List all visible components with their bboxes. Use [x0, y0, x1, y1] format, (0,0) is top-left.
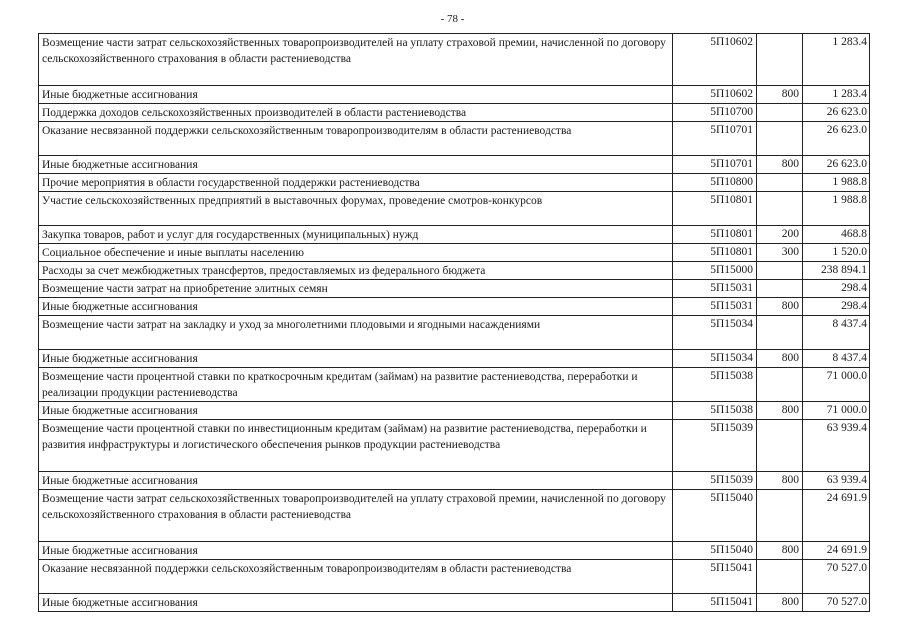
row-target-code: 5П15034 [673, 350, 757, 368]
row-target-code: 5П10801 [673, 226, 757, 244]
row-expense-type [757, 122, 803, 156]
row-target-code: 5П15039 [673, 420, 757, 472]
row-amount: 71 000.0 [803, 368, 870, 402]
row-description: Участие сельскохозяйственных предприятий в выставочных форумах, проведение смотров-конкурсов [39, 192, 673, 226]
row-expense-type: 800 [757, 594, 803, 612]
row-target-code: 5П10602 [673, 34, 757, 86]
row-expense-type [757, 192, 803, 226]
row-description: Прочие мероприятия в области государственной поддержки растениеводства [39, 174, 673, 192]
row-expense-type [757, 104, 803, 122]
row-amount: 298.4 [803, 298, 870, 316]
row-expense-type: 800 [757, 350, 803, 368]
budget-table [38, 33, 870, 612]
row-target-code: 5П10602 [673, 86, 757, 104]
row-target-code: 5П15040 [673, 542, 757, 560]
row-amount: 24 691.9 [803, 490, 870, 542]
row-description: Возмещение части процентной ставки по инвестиционным кредитам (займам) на развитие растениеводства, переработки и развития инфраструктуры и логистического обеспечения рынков продукции растениеводства [39, 420, 673, 472]
row-amount: 71 000.0 [803, 402, 870, 420]
row-target-code: 5П15000 [673, 262, 757, 280]
row-description: Оказание несвязанной поддержки сельскохозяйственным товаропроизводителям в области растениеводства [39, 122, 673, 156]
table-row [39, 298, 870, 316]
row-target-code: 5П15038 [673, 368, 757, 402]
row-expense-type [757, 34, 803, 86]
row-expense-type: 800 [757, 542, 803, 560]
row-expense-type [757, 560, 803, 594]
table-row [39, 104, 870, 122]
table-row [39, 420, 870, 472]
row-target-code: 5П15031 [673, 298, 757, 316]
row-description: Возмещение части затрат сельскохозяйственных товаропроизводителей на уплату страховой премии, начисленной по договору сельскохозяйственного страхования в области растениеводства [39, 34, 673, 86]
row-amount: 24 691.9 [803, 542, 870, 560]
row-amount: 8 437.4 [803, 316, 870, 350]
row-description: Иные бюджетные ассигнования [39, 350, 673, 368]
table-row [39, 280, 870, 298]
row-expense-type: 800 [757, 402, 803, 420]
row-amount: 468.8 [803, 226, 870, 244]
row-description: Иные бюджетные ассигнования [39, 472, 673, 490]
row-description: Иные бюджетные ассигнования [39, 594, 673, 612]
table-row [39, 226, 870, 244]
row-description: Закупка товаров, работ и услуг для государственных (муниципальных) нужд [39, 226, 673, 244]
table-row [39, 560, 870, 594]
row-amount: 70 527.0 [803, 594, 870, 612]
row-expense-type: 800 [757, 472, 803, 490]
row-expense-type [757, 262, 803, 280]
row-expense-type: 800 [757, 86, 803, 104]
table-row [39, 594, 870, 612]
row-amount: 63 939.4 [803, 472, 870, 490]
row-target-code: 5П15038 [673, 402, 757, 420]
row-target-code: 5П10701 [673, 156, 757, 174]
table-row [39, 490, 870, 542]
row-description: Иные бюджетные ассигнования [39, 86, 673, 104]
row-target-code: 5П10801 [673, 192, 757, 226]
row-expense-type: 800 [757, 156, 803, 174]
row-amount: 26 623.0 [803, 104, 870, 122]
row-description: Иные бюджетные ассигнования [39, 156, 673, 174]
row-expense-type [757, 420, 803, 472]
row-description: Оказание несвязанной поддержки сельскохозяйственным товаропроизводителям в области растениеводства [39, 560, 673, 594]
row-expense-type [757, 280, 803, 298]
row-expense-type: 300 [757, 244, 803, 262]
row-expense-type [757, 316, 803, 350]
table-row [39, 156, 870, 174]
table-row [39, 122, 870, 156]
row-amount: 63 939.4 [803, 420, 870, 472]
row-description: Возмещение части затрат на закладку и уход за многолетними плодовыми и ягодными насаждениями [39, 316, 673, 350]
row-target-code: 5П15031 [673, 280, 757, 298]
row-target-code: 5П10800 [673, 174, 757, 192]
table-row [39, 86, 870, 104]
row-description: Социальное обеспечение и иные выплаты населению [39, 244, 673, 262]
row-target-code: 5П15039 [673, 472, 757, 490]
page-number: - 78 - [440, 13, 465, 25]
table-row [39, 174, 870, 192]
row-description: Возмещение части затрат на приобретение элитных семян [39, 280, 673, 298]
row-description: Иные бюджетные ассигнования [39, 402, 673, 420]
table-row [39, 350, 870, 368]
row-expense-type [757, 368, 803, 402]
budget-table-body [39, 34, 870, 612]
table-row [39, 192, 870, 226]
row-amount: 1 988.8 [803, 192, 870, 226]
row-target-code: 5П10701 [673, 122, 757, 156]
row-target-code: 5П10801 [673, 244, 757, 262]
row-expense-type: 800 [757, 298, 803, 316]
row-amount: 1 988.8 [803, 174, 870, 192]
row-amount: 1 283.4 [803, 34, 870, 86]
row-expense-type: 200 [757, 226, 803, 244]
table-row [39, 34, 870, 86]
row-amount: 26 623.0 [803, 122, 870, 156]
row-description: Возмещение части затрат сельскохозяйственных товаропроизводителей на уплату страховой премии, начисленной по договору сельскохозяйственного страхования в области растениеводства [39, 490, 673, 542]
row-description: Иные бюджетные ассигнования [39, 542, 673, 560]
row-description: Поддержка доходов сельскохозяйственных производителей в области растениеводства [39, 104, 673, 122]
row-amount: 8 437.4 [803, 350, 870, 368]
row-description: Расходы за счет межбюджетных трансфертов, предоставляемых из федерального бюджета [39, 262, 673, 280]
row-amount: 298.4 [803, 280, 870, 298]
row-target-code: 5П10700 [673, 104, 757, 122]
table-row [39, 472, 870, 490]
row-amount: 70 527.0 [803, 560, 870, 594]
row-description: Возмещение части процентной ставки по краткосрочным кредитам (займам) на развитие растениеводства, переработки и реализации продукции растениеводства [39, 368, 673, 402]
table-row [39, 262, 870, 280]
table-row [39, 542, 870, 560]
row-amount: 1 283.4 [803, 86, 870, 104]
table-row [39, 402, 870, 420]
row-target-code: 5П15041 [673, 594, 757, 612]
row-expense-type [757, 490, 803, 542]
table-row [39, 244, 870, 262]
row-target-code: 5П15040 [673, 490, 757, 542]
row-expense-type [757, 174, 803, 192]
row-amount: 1 520.0 [803, 244, 870, 262]
row-target-code: 5П15041 [673, 560, 757, 594]
row-amount: 26 623.0 [803, 156, 870, 174]
table-row [39, 368, 870, 402]
row-amount: 238 894.1 [803, 262, 870, 280]
row-target-code: 5П15034 [673, 316, 757, 350]
table-row [39, 316, 870, 350]
row-description: Иные бюджетные ассигнования [39, 298, 673, 316]
